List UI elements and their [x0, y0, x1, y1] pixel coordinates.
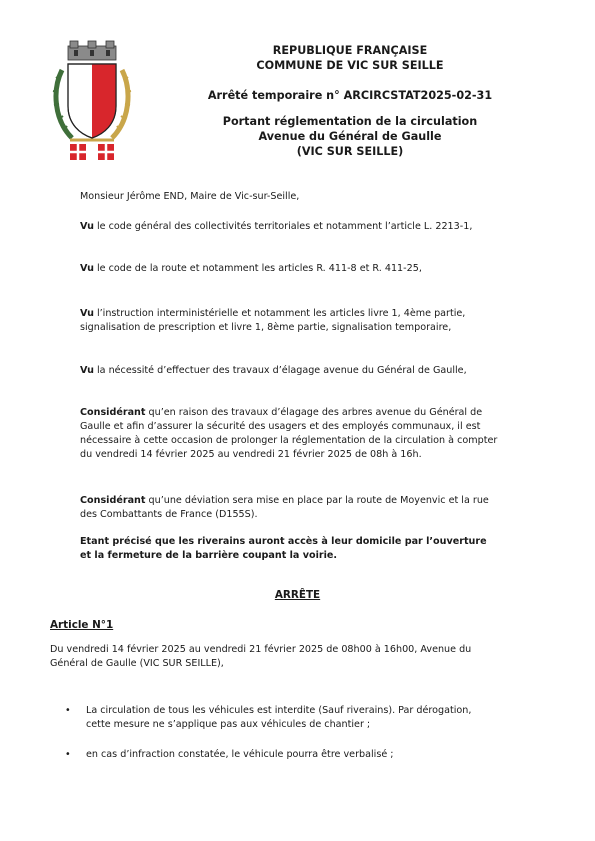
vu-paragraph-3 [80, 307, 552, 335]
vu-text: le code de la route et notamment les articles R. 411-8 et R. 411-25, [93, 263, 422, 274]
considerant-text-line2: Gaulle et afin d’assurer la sécurité des usagers et des employés communaux, il est [80, 421, 481, 432]
article-line-1: Du vendredi 14 février 2025 au vendredi 21 février 2025 de 08h00 à 16h00, Avenue du [50, 644, 472, 655]
considerant-text-line4: du vendredi 14 février 2025 au vendredi 21 février 2025 de 08h à 16h. [80, 449, 422, 460]
etant-line-2: et la fermeture de la barrière coupant la voirie. [80, 550, 338, 561]
article-1-title: Article N°1 [50, 619, 114, 631]
bullet-text [86, 704, 554, 732]
considerant-paragraph-2 [80, 494, 552, 522]
bullet-text-line2: cette mesure ne s’applique pas aux véhicules de chantier ; [86, 719, 371, 730]
subject-block [150, 114, 550, 159]
bullet-icon: • [65, 705, 71, 716]
vu-label: Vu [80, 308, 94, 319]
vu-label: Vu [80, 221, 94, 232]
considerant-label: Considérant [80, 495, 146, 506]
coat-of-arms-icon [48, 40, 136, 164]
vu-text: l’instruction interministérielle et notamment les articles livre 1, 4ème partie, [93, 308, 466, 319]
vu-paragraph-4 [80, 364, 552, 378]
vu-text: le code général des collectivités territoriales et notamment l’article L. 2213-1, [93, 221, 473, 232]
bullet-text: en cas d’infraction constatée, le véhicule pourra être verbalisé ; [86, 749, 394, 760]
considerant-text-line3: nécessaire à cette occasion de prolonger la réglementation de la circulation à compter [80, 435, 498, 446]
vu-paragraph-1 [80, 220, 552, 234]
list-item [66, 748, 554, 762]
considerant-paragraph-1 [80, 406, 552, 462]
bullet-text-line1: La circulation de tous les véhicules est interdite (Sauf riverains). Par dérogation, [86, 705, 472, 716]
considerant-text-line2: des Combattants de France (D155S). [80, 509, 258, 520]
subject-line-2: Avenue du Général de Gaulle [258, 130, 442, 143]
article-1-body [50, 643, 552, 671]
arrete-number: Arrêté temporaire n° ARCIRCSTAT2025-02-31 [207, 89, 493, 102]
mayor-line: Monsieur Jérôme END, Maire de Vic-sur-Seille, [80, 191, 300, 202]
list-item [66, 704, 554, 732]
republic-title: REPUBLIQUE FRANÇAISE [272, 44, 428, 57]
commune-title: COMMUNE DE VIC SUR SEILLE [256, 59, 444, 72]
header-block [150, 43, 550, 73]
etant-line-1: Etant précisé que les riverains auront accès à leur domicile par l’ouverture [80, 536, 487, 547]
vu-label: Vu [80, 263, 94, 274]
subject-line-1: Portant réglementation de la circulation [222, 115, 478, 128]
vu-paragraph-2 [80, 262, 552, 276]
considerant-text: qu’une déviation sera mise en place par la route de Moyenvic et la rue [145, 495, 489, 506]
subject-line-3: (VIC SUR SEILLE) [296, 145, 404, 158]
considerant-label: Considérant [80, 407, 146, 418]
article-line-2: Général de Gaulle (VIC SUR SEILLE), [50, 658, 224, 669]
bullet-icon: • [65, 749, 71, 760]
etant-precise-paragraph [80, 535, 552, 563]
arrete-heading: ARRÊTE [274, 589, 321, 601]
considerant-text: qu’en raison des travaux d’élagage des arbres avenue du Général de [145, 407, 483, 418]
vu-text: la nécessité d’effectuer des travaux d’élagage avenue du Général de Gaulle, [93, 365, 467, 376]
vu-text-cont: signalisation de prescription et livre 1, 8ème partie, signalisation temporaire, [80, 322, 452, 333]
vu-label: Vu [80, 365, 94, 376]
